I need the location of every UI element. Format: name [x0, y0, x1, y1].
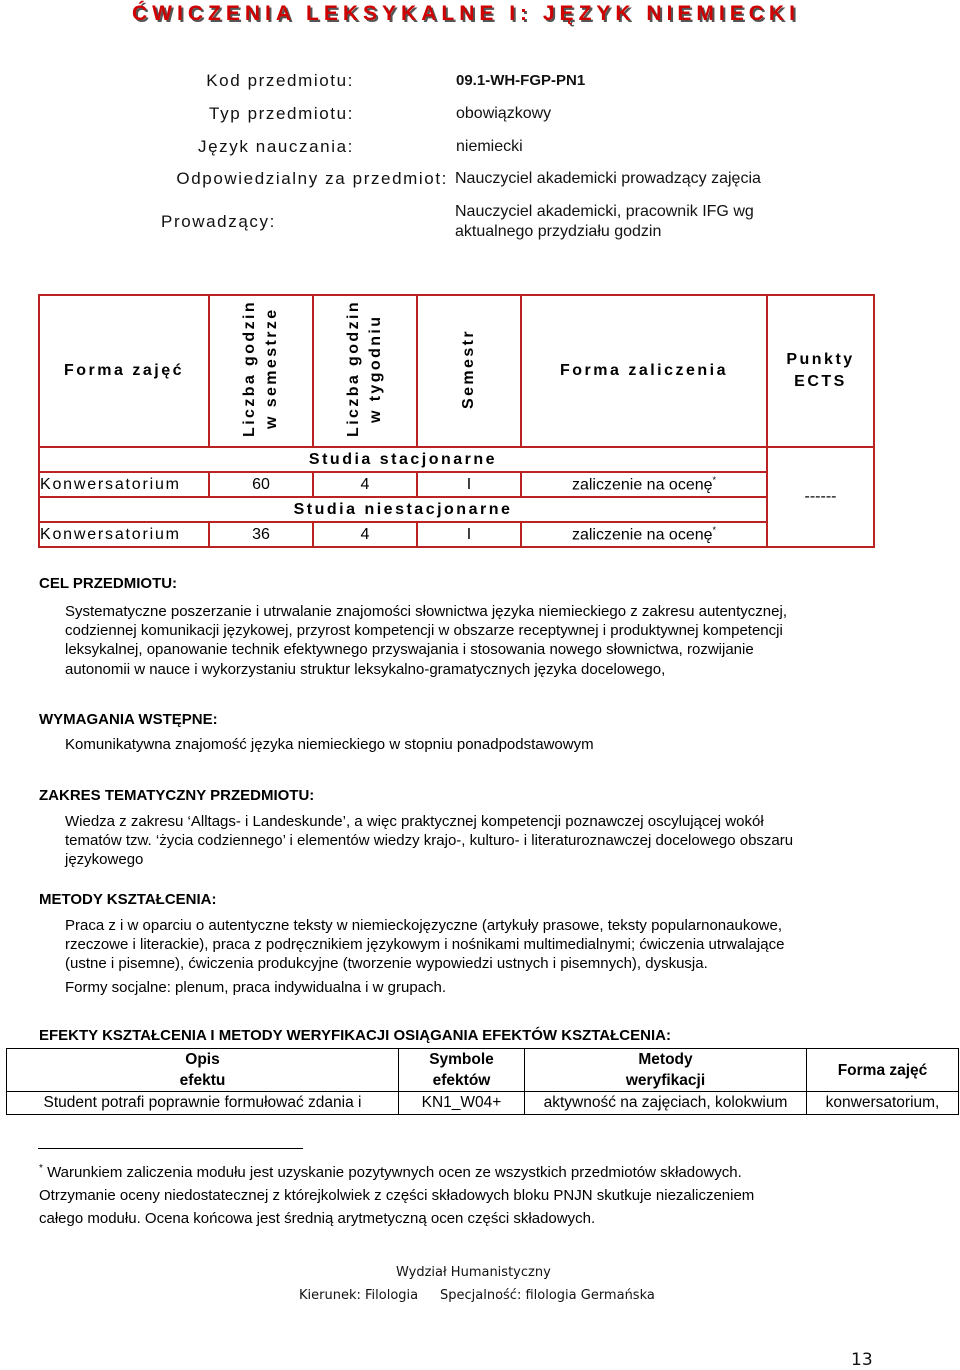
language-value: niemiecki — [456, 138, 523, 155]
goal-heading: CEL PRZEDMIOTU: — [39, 575, 178, 592]
header-semester: Semestr — [417, 295, 521, 447]
effects-header-form: Forma zajęć — [807, 1049, 959, 1092]
part-time-section-row — [39, 497, 874, 522]
row-semester: I — [417, 522, 521, 547]
responsible-value: Nauczyciel akademicki prowadzący zajęcia — [455, 170, 761, 187]
header-hours-semester: Liczba godzin w semestrze — [209, 295, 313, 447]
requirements-text: Komunikatywna znajomość języka niemieckiego w stopniu ponadpodstawowym — [65, 736, 594, 753]
requirements-heading: WYMAGANIA WSTĘPNE: — [39, 711, 218, 728]
lecturer-value-line2: aktualnego przydziału godzin — [455, 223, 662, 240]
row-assessment: zaliczenie na ocenę* — [521, 522, 767, 547]
effects-header-methods: Metody weryfikacji — [525, 1049, 807, 1092]
footnote-divider — [38, 1148, 303, 1149]
document-title: ĆWICZENIA LEKSYKALNE I: JĘZYK NIEMIECKI — [132, 2, 800, 25]
language-label: Język nauczania: — [197, 137, 354, 156]
row-hours-semester: 36 — [209, 522, 313, 547]
header-hours-week: Liczba godzin w tygodniu — [313, 295, 417, 447]
effect-symbol: KN1_W04+ — [399, 1092, 525, 1115]
ects-value: ------ — [767, 447, 874, 547]
part-time-label: Studia niestacjonarne — [39, 497, 767, 522]
table-row — [39, 472, 874, 497]
header-assessment: Forma zaliczenia — [521, 295, 767, 447]
effects-header-symbols: Symbole efektów — [399, 1049, 525, 1092]
course-type-label: Typ przedmiotu: — [209, 104, 354, 123]
footer-faculty: Wydział Humanistyczny — [396, 1265, 551, 1280]
methods-social-forms: Formy socjalne: plenum, praca indywidualna i w grupach. — [65, 979, 447, 996]
effect-description: Student potrafi poprawnie formułować zdania i — [7, 1092, 399, 1115]
table-row — [7, 1092, 959, 1115]
footer-field: Kierunek: Filologia — [299, 1288, 419, 1303]
page-number: 13 — [851, 1350, 873, 1370]
row-semester: I — [417, 472, 521, 497]
effect-form: konwersatorium, — [807, 1092, 959, 1115]
effect-method: aktywność na zajęciach, kolokwium — [525, 1092, 807, 1115]
methods-text: Praca z i w oparciu o autentyczne teksty w niemieckojęzyczne (artykuły prasowe, teksty popularnonaukowe, rzeczowe i literackie), praca z podręcznikiem językowym i nośnikami multimedialnymi; ćwiczenia utrwalające (ustne i pisemne), ćwiczenia produkcyjne (tworzenie wypowiedzi ustnych i pisemnych), dyskusja. — [65, 917, 785, 973]
course-table-header-row — [39, 295, 874, 447]
course-type-value: obowiązkowy — [456, 105, 552, 122]
header-form: Forma zajęć — [39, 295, 209, 447]
effects-header-description: Opis efektu — [7, 1049, 399, 1092]
lecturer-label: Prowadzący: — [161, 212, 276, 231]
footnote: * Warunkiem zaliczenia modułu jest uzyskanie pozytywnych ocen ze wszystkich przedmiotów składowych. Otrzymanie oceny niedostatecznej z którejkolwiek z części składowych bloku PNJN skutkuje niezaliczeniem całego modułu. Ocena końcowa jest średnią arytmetyczną ocen części składowych. — [39, 1163, 755, 1227]
row-hours-semester: 60 — [209, 472, 313, 497]
footer-specialty: Specjalność: filologia Germańska — [440, 1288, 655, 1303]
row-assessment: zaliczenie na ocenę* — [521, 472, 767, 497]
header-ects: Punkty ECTS — [767, 295, 874, 447]
methods-heading: METODY KSZTAŁCENIA: — [39, 891, 217, 908]
effects-header-row — [7, 1049, 959, 1092]
table-row — [39, 522, 874, 547]
course-code-value: 09.1-WH-FGP-PN1 — [456, 72, 586, 89]
effects-table — [6, 1048, 959, 1115]
scope-heading: ZAKRES TEMATYCZNY PRZEDMIOTU: — [39, 787, 315, 804]
lecturer-value-line1: Nauczyciel akademicki, pracownik IFG wg — [455, 203, 754, 220]
scope-text: Wiedza z zakresu ‘Alltags- i Landeskunde’, a więc praktycznej kompetencji poznawczej oscylującej wokół tematów tzw. ‘życia codziennego’ i elementów wiedzy krajo-, kulturo- i literaturoznawczej docelowego obszaru językowego — [65, 813, 794, 869]
full-time-label: Studia stacjonarne — [39, 447, 767, 472]
row-form: Konwersatorium — [39, 522, 209, 547]
goal-text: Systematyczne poszerzanie i utrwalanie znajomości słownictwa języka niemieckiego z zakresu autentycznej, codziennej komunikacji językowej, przyrost kompetencji w obszarze receptywnej i produktywnej kompetencji leksykalnej, opanowanie technik efektywnego przyswajania i stosowania nowego słownictwa, rozwijanie autonomii w nauce i wykorzystaniu struktur leksykalno-gramatycznych języka docelowego, — [65, 603, 787, 678]
row-hours-week: 4 — [313, 472, 417, 497]
course-hours-table — [38, 294, 875, 548]
effects-heading: EFEKTY KSZTAŁCENIA I METODY WERYFIKACJI OSIĄGANIA EFEKTÓW KSZTAŁCENIA: — [39, 1027, 671, 1044]
course-code-label: Kod przedmiotu: — [206, 71, 354, 90]
full-time-section-row — [39, 447, 874, 472]
row-form: Konwersatorium — [39, 472, 209, 497]
responsible-label: Odpowiedzialny za przedmiot: — [176, 169, 448, 188]
row-hours-week: 4 — [313, 522, 417, 547]
